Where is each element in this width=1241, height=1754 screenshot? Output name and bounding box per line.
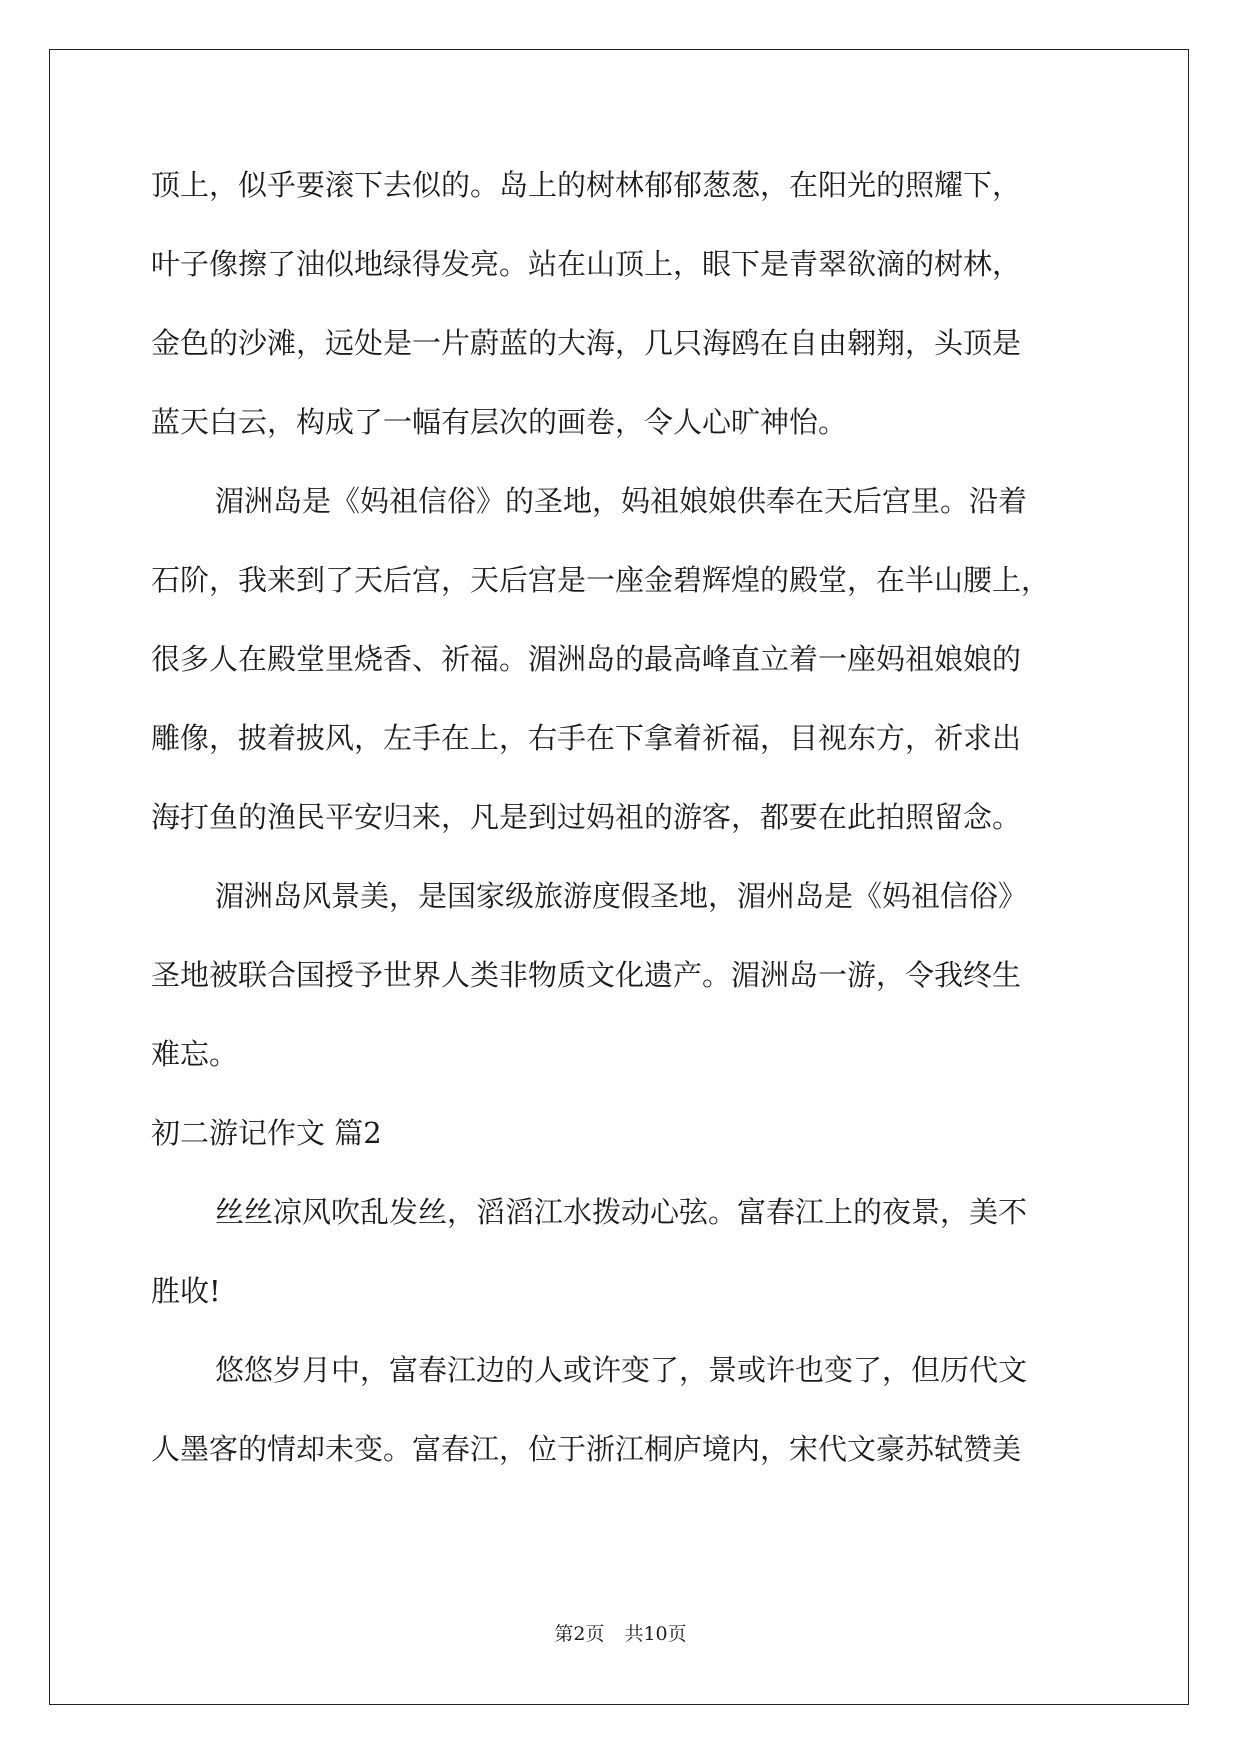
text-line: 叶子像擦了油似地绿得发亮。站在山顶上，眼下是青翠欲滴的树林， xyxy=(151,247,1022,281)
page-footer xyxy=(0,1622,1241,1646)
text-line: 石阶，我来到了天后宫，天后宫是一座金碧辉煌的殿堂，在半山腰上， xyxy=(151,563,1051,597)
text-line: 海打鱼的渔民平安归来，凡是到过妈祖的游客，都要在此拍照留念。 xyxy=(151,800,1022,834)
paragraph-start-line: 湄洲岛风景美，是国家级旅游度假圣地，湄州岛是《妈祖信俗》 xyxy=(215,879,1028,913)
text-line: 雕像，披着披风，左手在上，右手在下拿着祈福，目视东方，祈求出 xyxy=(151,721,1022,755)
document-body xyxy=(151,160,1091,1503)
paragraph-start-line: 悠悠岁月中，富春江边的人或许变了，景或许也变了，但历代文 xyxy=(215,1353,1028,1387)
text-line: 金色的沙滩，远处是一片蔚蓝的大海，几只海鸥在自由翱翔，头顶是 xyxy=(151,326,1022,360)
total-pages: 共10页 xyxy=(624,1623,687,1645)
page-number: 第2页 xyxy=(554,1623,605,1645)
text-line: 顶上，似乎要滚下去似的。岛上的树林郁郁葱葱，在阳光的照耀下， xyxy=(151,168,1022,202)
paragraph-start-line: 湄洲岛是《妈祖信俗》的圣地，妈祖娘娘供奉在天后宫里。沿着 xyxy=(215,484,1028,518)
text-line: 人墨客的情却未变。富春江，位于浙江桐庐境内，宋代文豪苏轼赞美 xyxy=(151,1432,1022,1466)
text-line: 很多人在殿堂里烧香、祈福。湄洲岛的最高峰直立着一座妈祖娘娘的 xyxy=(151,642,1022,676)
paragraph-start-line: 丝丝凉风吹乱发丝，滔滔江水拨动心弦。富春江上的夜景，美不 xyxy=(215,1195,1028,1229)
text-line: 胜收! xyxy=(151,1274,221,1308)
text-line: 蓝天白云，构成了一幅有层次的画卷，令人心旷神怡。 xyxy=(151,405,848,439)
text-line: 圣地被联合国授予世界人类非物质文化遗产。湄洲岛一游，令我终生 xyxy=(151,958,1022,992)
text-line: 难忘。 xyxy=(151,1037,239,1071)
section-heading: 初二游记作文 篇2 xyxy=(151,1116,382,1150)
